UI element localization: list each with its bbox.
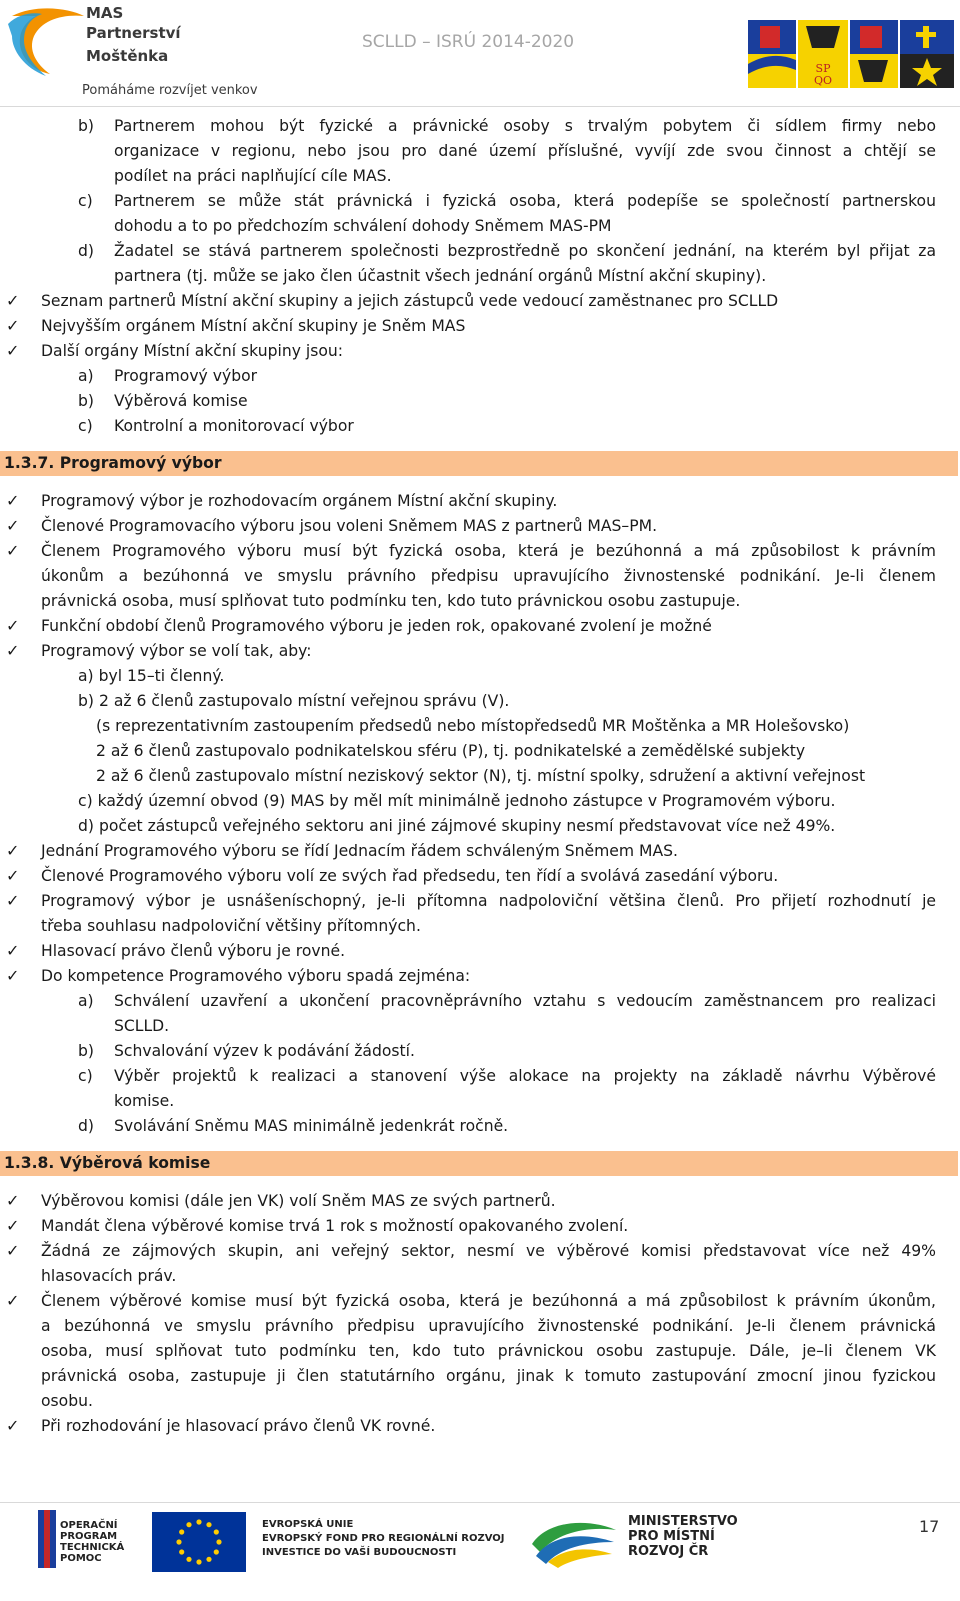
organ-name: Programový výbor: [114, 367, 258, 385]
bullet-text: Nejvyšším orgánem Místní akční skupiny je Sněm MAS: [41, 317, 466, 335]
eu-flag-icon: [152, 1512, 246, 1572]
bullet-text: Do kompetence Programového výboru spadá zejména:: [41, 967, 471, 985]
check-icon: ✓: [6, 616, 20, 635]
coat-label-1: SP: [815, 62, 831, 75]
bullet-text: Žádná ze zájmových skupin, ani veřejný sektor, nesmí ve výběrové komisi představovat více než 49%: [41, 1242, 936, 1260]
eu-line-2: EVROPSKÝ FOND PRO REGIONÁLNÍ ROZVOJ: [262, 1533, 505, 1544]
optp-line-1: OPERAČNÍ: [60, 1520, 118, 1531]
header-divider: [0, 106, 960, 107]
logo-line-3: Moštěnka: [86, 47, 169, 65]
sub-item-text: 2 až 6 členů zastupovalo místní neziskový sektor (N), tj. místní spolky, sdružení a aktivní veřejnost: [96, 767, 866, 785]
bullet-text: Členové Programovacího výboru jsou voleni Sněmem MAS z partnerů MAS–PM.: [41, 517, 658, 535]
sub-item-text: b) 2 až 6 členů zastupovalo místní veřejnou správu (V).: [78, 692, 510, 710]
mmr-logo-icon: [528, 1514, 620, 1568]
coat-label-2: QO: [813, 74, 833, 87]
list-label: b): [78, 1042, 94, 1060]
bullet-text: Členem výběrové komise musí být fyzická osoba, která je bezúhonná a má způsobilost k právním úkonům,: [41, 1292, 936, 1310]
sub-item-text: a) byl 15–ti členný.: [78, 667, 225, 685]
section-title: 1.3.7. Programový výbor: [4, 454, 222, 472]
document-title: SCLLD – ISRÚ 2014-2020: [362, 32, 575, 52]
list-label: a): [78, 367, 94, 385]
bullet-text: Funkční období členů Programového výboru je jeden rok, opakované zvolení je možné: [41, 617, 712, 635]
bullet-text: Programový výbor se volí tak, aby:: [41, 642, 312, 660]
list-label: a): [78, 992, 94, 1010]
list-item-text: Schválení uzavření a ukončení pracovněprávního vztahu s vedoucím zaměstnancem pro realizaci: [114, 992, 936, 1010]
check-icon: ✓: [6, 1191, 20, 1210]
bullet-text: Výběrovou komisi (dále jen VK) volí Sněm MAS ze svých partnerů.: [41, 1192, 556, 1210]
check-icon: ✓: [6, 941, 20, 960]
check-icon: ✓: [6, 841, 20, 860]
list-item-text: Svolávání Sněmu MAS minimálně jedenkrát ročně.: [114, 1117, 509, 1135]
eu-star-icon: [179, 1549, 184, 1554]
optp-line-4: POMOC: [60, 1553, 102, 1564]
check-icon: ✓: [6, 316, 20, 335]
eu-star-icon: [214, 1549, 219, 1554]
coats-of-arms-icon: [748, 20, 954, 88]
eu-star-icon: [186, 1522, 191, 1527]
bullet-text: Programový výbor je rozhodovacím orgánem Místní akční skupiny.: [41, 492, 558, 510]
check-icon: ✓: [6, 1241, 20, 1260]
eu-star-icon: [206, 1522, 211, 1527]
list-label: d): [78, 242, 94, 260]
check-icon: ✓: [6, 491, 20, 510]
check-icon: ✓: [6, 516, 20, 535]
bullet-text: Členové Programového výboru volí ze svých řad předsedu, ten řídí a svolává zasedání výboru.: [41, 867, 779, 885]
list-item-text: Výběr projektů k realizaci a stanovení výše alokace na projekty na základě návrhu Výběrové: [114, 1067, 936, 1085]
logo-slogan: Pomáháme rozvíjet venkov: [82, 83, 258, 98]
list-item-text: Partnerem mohou být fyzické a právnické osoby s trvalým pobytem či sídlem firmy nebo: [114, 117, 936, 135]
section-heading-138: [0, 1151, 958, 1176]
eu-text: [262, 1518, 505, 1560]
page-header: [0, 0, 960, 108]
bullet-text: úkonům a bezúhonná ve smyslu právního předpisu upravujícího živnostenské podnikání. Je-li členem: [41, 567, 936, 585]
mmr-line-1: MINISTERSTVO: [628, 1514, 738, 1529]
optp-line-2: PROGRAM: [60, 1531, 118, 1542]
check-icon: ✓: [6, 541, 20, 560]
list-item-text: dohodu a to po předchozím schválení dohody Sněmem MAS-PM: [114, 217, 612, 235]
optp-text: [60, 1520, 124, 1564]
sub-item-text: c) každý územní obvod (9) MAS by měl mít minimálně jednoho zástupce v Programovém výboru.: [78, 792, 836, 810]
list-item-text: komise.: [114, 1092, 175, 1110]
check-icon: ✓: [6, 291, 20, 310]
list-item-text: Partnerem se může stát právnická i fyzická osoba, která podepíše se společností partnerskou: [114, 192, 936, 210]
check-icon: ✓: [6, 891, 20, 910]
bullet-text: Při rozhodování je hlasovací právo členů VK rovné.: [41, 1417, 436, 1435]
eu-star-icon: [179, 1529, 184, 1534]
bullet-text: třeba souhlasu nadpoloviční většiny přítomných.: [41, 917, 421, 935]
bullet-text: Členem Programového výboru musí být fyzická osoba, která je bezúhonná a má způsobilost k právním: [41, 542, 936, 560]
eu-line-3: INVESTICE DO VAŠÍ BUDOUCNOSTI: [262, 1547, 457, 1558]
sub-item-text: d) počet zástupců veřejného sektoru ani jiné zájmové skupiny nesmí představovat více než 49%.: [78, 817, 836, 835]
eu-star-icon: [176, 1539, 181, 1544]
section-heading-137: [0, 451, 958, 476]
check-icon: ✓: [6, 641, 20, 660]
eu-star-icon: [196, 1559, 201, 1564]
bullet-text: Hlasovací právo členů výboru je rovné.: [41, 942, 346, 960]
mmr-line-2: PRO MÍSTNÍ: [628, 1529, 715, 1544]
list-label: c): [78, 192, 93, 210]
page-footer: [0, 1506, 960, 1601]
bullet-text: Seznam partnerů Místní akční skupiny a jejich zástupců vede vedoucí zaměstnanec pro SCLLD: [41, 292, 779, 310]
list-item-text: partnera (tj. může se jako člen účastnit všech jednání orgánů Místní akční skupiny).: [114, 267, 767, 285]
footer-divider: [0, 1502, 960, 1503]
mas-logo: [6, 2, 266, 102]
list-label: c): [78, 417, 93, 435]
bullet-text: osobu.: [41, 1392, 93, 1410]
list-label: c): [78, 1067, 93, 1085]
bullet-text: Programový výbor je usnášeníschopný, je-li přítomna nadpoloviční většina členů. Pro přijetí rozhodnutí je: [41, 892, 936, 910]
eu-star-icon: [214, 1529, 219, 1534]
logo-line-2: Partnerství: [86, 24, 181, 42]
logo-line-1: MAS: [86, 4, 124, 22]
organ-name: Výběrová komise: [114, 392, 248, 410]
check-icon: ✓: [6, 1291, 20, 1310]
list-label: b): [78, 392, 94, 410]
list-item-text: Schvalování výzev k podávání žádostí.: [114, 1042, 415, 1060]
eu-line-1: EVROPSKÁ UNIE: [262, 1519, 354, 1530]
optp-logo-icon: [38, 1510, 56, 1568]
eu-star-icon: [206, 1557, 211, 1562]
eu-star-icon: [216, 1539, 221, 1544]
check-icon: ✓: [6, 866, 20, 885]
bullet-text: Mandát člena výběrové komise trvá 1 rok s možností opakovaného zvolení.: [41, 1217, 629, 1235]
check-icon: ✓: [6, 1416, 20, 1435]
bullet-text: Další orgány Místní akční skupiny jsou:: [41, 342, 344, 360]
sub-item-text: 2 až 6 členů zastupovalo podnikatelskou sféru (P), tj. podnikatelské a zemědělské subjekty: [96, 742, 806, 760]
list-label: d): [78, 1117, 94, 1135]
list-label: b): [78, 117, 94, 135]
list-item-text: SCLLD.: [114, 1017, 170, 1035]
list-item-text: Žadatel se stává partnerem společnosti bezprostředně po skončení jednání, na kterém byl přijat za: [114, 242, 936, 260]
check-icon: ✓: [6, 966, 20, 985]
eu-star-icon: [196, 1519, 201, 1524]
page-number: 17: [919, 1517, 940, 1536]
bullet-text: hlasovacích práv.: [41, 1267, 177, 1285]
list-item-text: podílet na práci naplňující cíle MAS.: [114, 167, 392, 185]
check-icon: ✓: [6, 1216, 20, 1235]
organ-name: Kontrolní a monitorovací výbor: [114, 417, 354, 435]
section-title: 1.3.8. Výběrová komise: [4, 1154, 211, 1172]
mmr-line-3: ROZVOJ ČR: [628, 1544, 709, 1559]
mmr-text: [628, 1514, 738, 1559]
bullet-text: a bezúhonná ve smyslu právního předpisu upravujícího živnostenské podnikání. Je-li členem právnická: [41, 1317, 936, 1335]
optp-line-3: TECHNICKÁ: [60, 1542, 125, 1553]
sub-item-text: (s reprezentativním zastoupením předsedů nebo místopředsedů MR Moštěnka a MR Holešovsko): [96, 717, 850, 735]
check-icon: ✓: [6, 341, 20, 360]
bullet-text: Jednání Programového výboru se řídí Jednacím řádem schváleným Sněmem MAS.: [41, 842, 679, 860]
bullet-text: právnická osoba, musí splňovat tuto podmínku ten, kdo tuto právnickou osobu zastupuje.: [41, 592, 741, 610]
list-item-text: organizace v regionu, nebo jsou pro dané území příslušné, vyvíjí zde svou činnost a chtějí se: [114, 142, 936, 160]
bullet-text: osoba, musí splňovat tuto podmínku ten, kdo tuto právnickou osobu zastupuje. Dále, je–li členem VK: [41, 1342, 936, 1360]
eu-star-icon: [186, 1557, 191, 1562]
bullet-text: právnická osoba, zastupuje ji člen statutárního orgánu, jinak k tomuto zastupování zmocní jinou fyzickou: [41, 1367, 936, 1385]
